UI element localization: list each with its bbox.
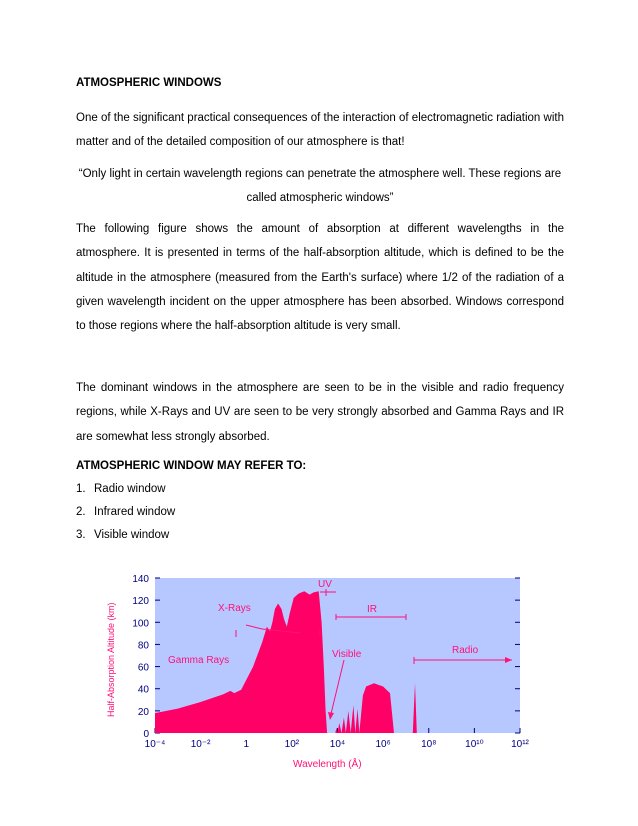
section-heading: ATMOSPHERIC WINDOWS xyxy=(76,77,222,89)
annotation-gamma-rays: Gamma Rays xyxy=(168,655,230,666)
list-item: 2. Infrared window xyxy=(76,506,176,518)
x-tick-label: 10⁴ xyxy=(329,739,346,750)
x-tick-label: 10⁶ xyxy=(375,739,391,750)
figure-description-paragraph: The following figure shows the amount of absorption at different wavelengths in the atmosphere. It is presented in terms of the half-absorption altitude, which is defined to be the altitude in the atmosphere (measured from the Earth's surface) where 1/2 of the radiation of a given wavelength incident on the upper atmosphere has been absorbed. Windows correspond to those regions where the half-absorption altitude is very small. xyxy=(76,223,564,333)
quote-paragraph: “Only light in certain wavelength regions can penetrate the atmosphere well. These regions are called atmospheric windows” xyxy=(78,168,562,204)
annotation-ir: IR xyxy=(367,604,377,615)
annotation-uv: UV xyxy=(318,579,332,590)
annotation-x-rays: X-Rays xyxy=(218,603,251,614)
y-axis-label: Half-Absorption Altitude (km) xyxy=(106,602,116,717)
list-item: 3. Visible window xyxy=(76,529,170,541)
list-item: 1. Radio window xyxy=(76,483,166,495)
y-tick-label: 20 xyxy=(137,706,149,718)
x-tick-label: 1 xyxy=(243,739,250,750)
x-tick-label: 10⁻² xyxy=(190,739,211,750)
dominant-windows-paragraph: The dominant windows in the atmosphere are seen to be in the visible and radio frequency regions, while X-Rays and UV are seen to be very strongly absorbed and Gamma Rays and IR are somewhat less strongly absorbed. xyxy=(76,382,564,443)
y-tick-label: 0 xyxy=(143,729,149,740)
y-tick-label: 140 xyxy=(132,574,149,585)
x-tick-label: 10¹² xyxy=(511,739,529,750)
annotation-radio: Radio xyxy=(452,645,479,656)
window-list xyxy=(76,478,175,547)
intro-paragraph: One of the significant practical consequences of the interaction of electromagnetic radiation with matter and of the detailed composition of our atmosphere is that! xyxy=(76,112,564,149)
y-tick-label: 80 xyxy=(137,640,149,652)
annotation-visible: Visible xyxy=(332,649,362,660)
y-tick-label: 60 xyxy=(137,662,149,674)
y-tick-label: 100 xyxy=(132,618,149,630)
y-tick-label: 120 xyxy=(132,596,149,608)
x-tick-label: 10¹⁰ xyxy=(465,739,484,750)
x-tick-label: 10² xyxy=(284,739,300,750)
list-heading: ATMOSPHERIC WINDOW MAY REFER TO: xyxy=(76,460,307,472)
x-axis-label: Wavelength (Å) xyxy=(293,759,362,770)
atmospheric-absorption-chart xyxy=(92,566,552,776)
x-tick-label: 10⁸ xyxy=(421,739,437,750)
x-tick-label: 10⁻⁴ xyxy=(144,739,166,750)
y-tick-label: 40 xyxy=(137,684,149,696)
